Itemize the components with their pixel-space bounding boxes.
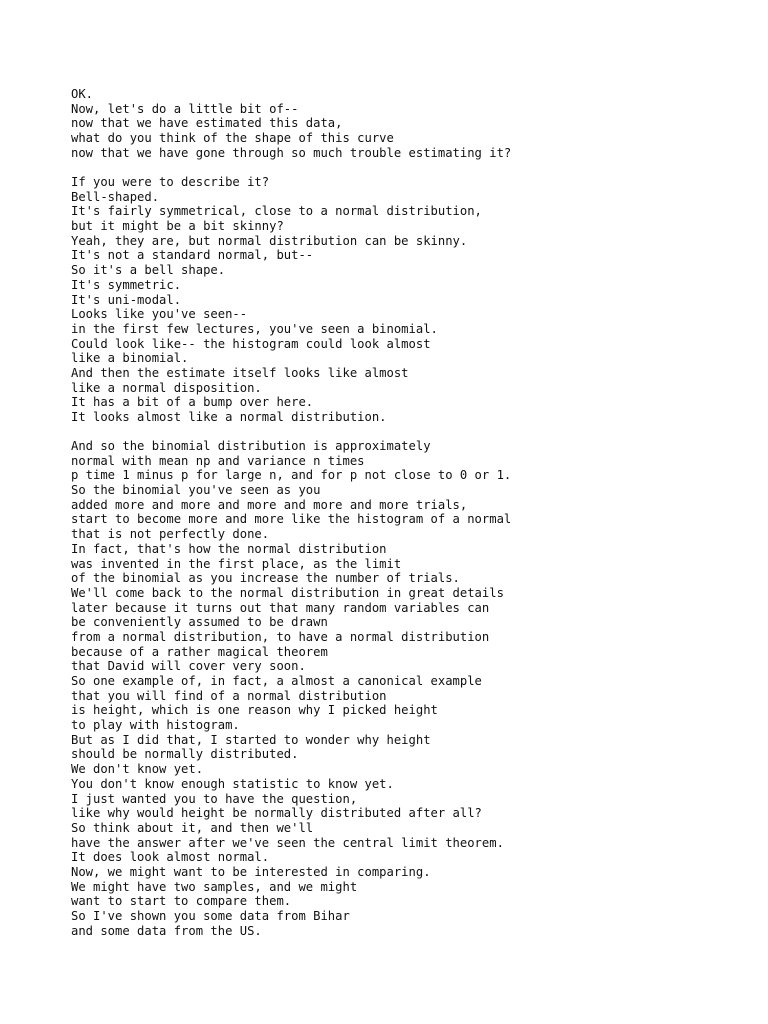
text-line: p time 1 minus p for large n, and for p not close to 0 or 1. [71,468,512,483]
text-line: It's uni-modal. [71,292,182,307]
text-line: We might have two samples, and we might [71,879,358,894]
text-line: So it's a bell shape. [71,263,226,278]
text-line: of the binomial as you increase the number of trials. [71,571,460,586]
text-line: normal with mean np and variance n times [71,453,365,468]
text-line: like a binomial. [71,351,189,366]
text-line: Bell-shaped. [71,189,160,204]
text-line: but it might be a bit skinny? [71,219,284,234]
text-line: OK. [71,87,94,101]
text-line: want to start to compare them. [71,894,292,909]
paragraph-3 [71,439,511,938]
text-line: We'll come back to the normal distribution in great details [71,585,504,600]
text-line: to play with histogram. [71,718,240,733]
text-line: It's fairly symmetrical, close to a normal distribution, [71,204,482,219]
text-line: that you will find of a normal distribution [71,688,387,703]
text-line: have the answer after we've seen the central limit theorem. [71,835,504,850]
text-line: like why would height be normally distributed after all? [71,806,482,821]
text-line: I just wanted you to have the question, [71,791,358,806]
text-line: Could look like-- the histogram could look almost [71,336,431,351]
text-line: now that we have gone through so much trouble estimating it? [71,145,512,160]
text-line: But as I did that, I started to wonder why height [71,732,431,747]
text-line: It's not a standard normal, but-- [71,248,314,263]
text-line: So the binomial you've seen as you [71,483,321,498]
text-line: added more and more and more and more and more trials, [71,497,468,512]
text-line: So one example of, in fact, a almost a canonical example [71,674,482,688]
text-line: was invented in the first place, as the limit [71,556,402,571]
text-line: In fact, that's how the normal distribution [71,541,387,556]
text-line: is height, which is one reason why I picked height [71,703,438,718]
text-line: now that we have estimated this data, [71,116,343,131]
text-line: It's symmetric. [71,277,182,292]
text-line: It has a bit of a bump over here. [71,395,314,410]
paragraph-1 [71,87,511,160]
text-line: We don't know yet. [71,762,204,777]
text-line: in the first few lectures, you've seen a binomial. [71,321,438,336]
text-line: And so the binomial distribution is approximately [71,439,431,453]
text-line: Now, let's do a little bit of-- [71,101,299,116]
text-line: and some data from the US. [71,923,262,938]
text-line: So I've shown you some data from Bihar [71,909,350,923]
text-line: It looks almost like a normal distribution. [71,410,387,424]
text-line: You don't know enough statistic to know yet. [71,776,394,791]
text-line: that is not perfectly done. [71,527,270,542]
text-line: should be normally distributed. [71,747,299,762]
text-line: like a normal disposition. [71,380,262,395]
paragraph-2 [71,175,482,425]
text-line: Now, we might want to be interested in comparing. [71,864,431,879]
text-line: start to become more and more like the histogram of a normal [71,512,512,527]
text-line: So think about it, and then we'll [71,820,314,835]
text-line: what do you think of the shape of this curve [71,131,394,146]
text-line: If you were to describe it? [71,175,270,189]
text-line: because of a rather magical theorem [71,644,328,659]
text-line: be conveniently assumed to be drawn [71,615,328,630]
text-line: It does look almost normal. [71,850,270,865]
text-line: that David will cover very soon. [71,659,306,674]
text-line: And then the estimate itself looks like almost [71,365,409,380]
text-line: Looks like you've seen-- [71,307,248,322]
text-line: Yeah, they are, but normal distribution can be skinny. [71,233,468,248]
text-line: from a normal distribution, to have a normal distribution [71,629,490,644]
text-line: later because it turns out that many random variables can [71,600,490,615]
